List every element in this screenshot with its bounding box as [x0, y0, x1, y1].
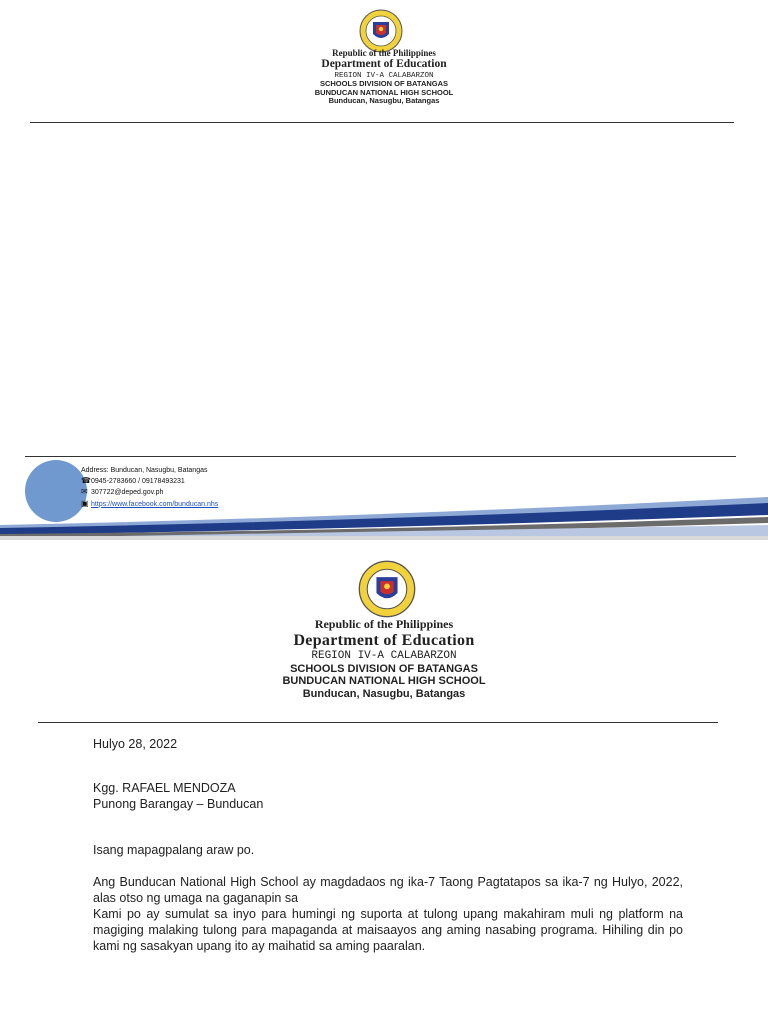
letter-paragraph: Kami po ay sumulat sa inyo para humingi ng suporta at tulong upang makahiram muli ng platform na magiging malaking tulong para mapaganda at maisaayos ang aming nasabing programa. Hihiling din po kami ng sasakyan upang ito ay maihatid sa aming paaralan. [93, 907, 683, 953]
division-line: SCHOOLS DIVISION OF BATANGAS [290, 662, 478, 675]
letter-page [0, 540, 768, 1024]
school-address-line: Bunducan, Nasugbu, Batangas [302, 688, 466, 701]
school-name-line: BUNDUCAN NATIONAL HIGH SCHOOL [314, 87, 454, 97]
letter-date: Hulyo 28, 2022 [93, 737, 178, 751]
phone-icon: ☎ [81, 476, 91, 486]
header-divider [38, 722, 718, 723]
letterhead-header [0, 618, 768, 701]
footer-divider [25, 456, 736, 457]
region-line: REGION IV-A CALABARZON [311, 650, 457, 663]
region-line: REGION IV-A CALABARZON [334, 71, 434, 80]
footer-phone: 0945-2783660 / 09178493231 [91, 478, 185, 486]
department-line: Department of Education [293, 631, 475, 649]
recipient-name: Kgg. RAFAEL MENDOZA [93, 781, 236, 795]
footer-wave-decoration [0, 495, 768, 540]
facebook-link[interactable]: https://www.facebook.com/bunducan.nhs [91, 500, 219, 508]
deped-seal-icon [359, 9, 403, 53]
school-address-line: Bunducan, Nasugbu, Batangas [328, 96, 440, 106]
footer-address: Address: Bunducan, Nasugbu, Batangas [81, 467, 208, 474]
letter-greeting: Isang mapagpalang araw po. [93, 843, 255, 857]
deped-seal-icon [358, 560, 416, 618]
republic-line: Republic of the Philippines [332, 48, 436, 58]
letterhead-header [0, 48, 768, 106]
header-divider [30, 122, 734, 123]
footer-email: 307722@deped.gov.ph [91, 489, 164, 497]
letter-paragraph: Ang Bunducan National High School ay magdadaos ng ika-7 Taong Pagtatapos sa ika-7 ng Hulyo, 2022, alas otso ng umaga na gaganapin sa [93, 875, 683, 905]
web-icon: ▣ [81, 498, 89, 508]
division-line: SCHOOLS DIVISION OF BATANGAS [319, 79, 449, 89]
republic-line: Republic of the Philippines [314, 617, 454, 631]
school-name-line: BUNDUCAN NATIONAL HIGH SCHOOL [282, 675, 486, 688]
letter-body [93, 736, 683, 954]
email-icon: ✉ [81, 487, 88, 497]
department-line: Department of Education [321, 58, 447, 71]
recipient-title: Punong Barangay – Bunducan [93, 797, 264, 811]
